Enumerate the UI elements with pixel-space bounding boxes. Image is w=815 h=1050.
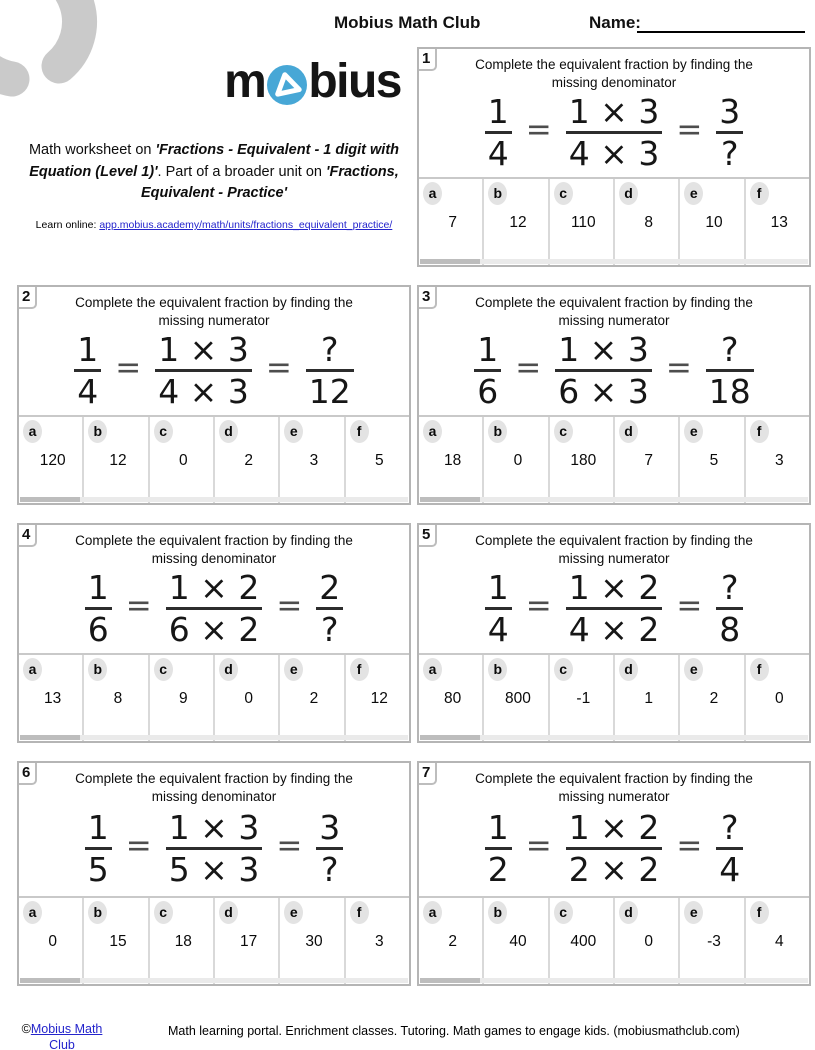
option-letter-badge: a bbox=[423, 901, 442, 924]
name-label: Name: bbox=[589, 13, 641, 32]
answer-options-row bbox=[19, 896, 409, 984]
option-value: 10 bbox=[705, 214, 723, 231]
answer-options-row bbox=[419, 177, 809, 265]
mobius-o-icon bbox=[267, 65, 307, 105]
equals-sign: = bbox=[125, 587, 152, 624]
problem-number-badge: 3 bbox=[419, 287, 437, 309]
option-letter-badge: e bbox=[684, 420, 703, 443]
answer-option-c[interactable] bbox=[550, 898, 615, 984]
worksheet-description bbox=[22, 140, 406, 205]
option-value: 12 bbox=[109, 452, 127, 469]
option-value: 3 bbox=[309, 452, 319, 469]
answer-option-b[interactable] bbox=[484, 179, 549, 265]
option-letter-badge: a bbox=[423, 658, 442, 681]
numerator: 1 bbox=[487, 567, 509, 607]
description-segment: . Part of a broader unit on bbox=[157, 163, 327, 180]
option-letter-badge: f bbox=[350, 658, 369, 681]
option-letter-badge: a bbox=[23, 901, 42, 924]
worksheet-grid bbox=[17, 47, 811, 986]
answer-option-f[interactable] bbox=[746, 179, 809, 265]
option-value: 2 bbox=[309, 690, 319, 707]
option-letter-badge: c bbox=[154, 658, 173, 681]
option-value: 0 bbox=[244, 690, 253, 707]
fraction-expanded bbox=[566, 569, 663, 648]
answer-option-c[interactable] bbox=[150, 898, 215, 984]
option-letter-badge: f bbox=[750, 420, 769, 443]
fraction-expanded bbox=[555, 331, 652, 410]
option-value: 18 bbox=[174, 933, 192, 950]
option-value: 12 bbox=[370, 690, 388, 707]
problem-box-7 bbox=[417, 761, 811, 986]
footer-club-link[interactable]: Mobius Math Club bbox=[30, 1022, 103, 1050]
option-letter-badge: e bbox=[284, 901, 303, 924]
fraction-expanded bbox=[566, 93, 663, 172]
fraction-result bbox=[716, 569, 743, 648]
fraction-result bbox=[306, 331, 354, 410]
answer-option-d[interactable] bbox=[615, 179, 680, 265]
equals-sign: = bbox=[665, 349, 692, 386]
option-letter-badge: f bbox=[350, 420, 369, 443]
option-letter-badge: d bbox=[219, 420, 238, 443]
equation bbox=[419, 567, 809, 653]
equals-sign: = bbox=[525, 587, 552, 624]
option-letter-badge: e bbox=[284, 420, 303, 443]
denominator: 2 bbox=[487, 850, 509, 889]
option-value: 40 bbox=[509, 933, 527, 950]
equation bbox=[419, 329, 809, 415]
option-value: 0 bbox=[644, 933, 653, 950]
denominator: 4 × 2 bbox=[568, 609, 660, 649]
option-letter-badge: b bbox=[488, 182, 507, 205]
denominator: 6 bbox=[87, 609, 109, 649]
option-letter-badge: e bbox=[684, 182, 703, 205]
logo-text-post: bius bbox=[308, 55, 401, 108]
answer-option-c[interactable] bbox=[550, 417, 615, 503]
horizontal-scrollbar bbox=[420, 497, 808, 502]
answer-option-b[interactable] bbox=[84, 655, 149, 741]
horizontal-scrollbar bbox=[20, 735, 408, 740]
copyright-symbol: © bbox=[21, 1022, 31, 1036]
description-segment: Math worksheet on bbox=[28, 142, 156, 158]
answer-option-e[interactable] bbox=[280, 898, 345, 984]
option-value: 80 bbox=[444, 690, 462, 707]
option-value: 2 bbox=[448, 933, 457, 950]
prompt-line2: missing numerator bbox=[558, 550, 670, 566]
learn-online-line bbox=[17, 219, 411, 231]
equation bbox=[419, 91, 809, 177]
denominator: 4 bbox=[77, 371, 99, 411]
problem-number-badge: 7 bbox=[419, 763, 437, 785]
learn-online-label: Learn online: bbox=[35, 219, 97, 231]
numerator: 1 × 2 bbox=[568, 808, 660, 847]
numerator: 3 bbox=[319, 808, 341, 847]
equals-sign: = bbox=[276, 828, 303, 864]
prompt-line1: Complete the equivalent fraction by finding the bbox=[475, 57, 753, 72]
numerator: 1 × 2 bbox=[568, 567, 660, 607]
option-value: 4 bbox=[774, 933, 784, 950]
numerator: 1 × 3 bbox=[568, 91, 660, 131]
horizontal-scrollbar bbox=[20, 978, 408, 983]
equals-sign: = bbox=[125, 828, 152, 864]
prompt-line2: missing denominator bbox=[151, 788, 277, 804]
option-value: 8 bbox=[644, 214, 653, 231]
numerator: 1 bbox=[477, 329, 499, 369]
answer-options-row bbox=[19, 415, 409, 503]
numerator: ? bbox=[721, 808, 739, 847]
problem-prompt bbox=[419, 56, 809, 91]
denominator: 18 bbox=[708, 371, 751, 411]
option-value: 7 bbox=[448, 214, 457, 231]
option-value: 400 bbox=[570, 933, 597, 950]
prompt-line2: missing denominator bbox=[551, 74, 677, 90]
answer-option-d[interactable] bbox=[615, 655, 680, 741]
page-title: Mobius Math Club bbox=[334, 13, 481, 32]
prompt-line2: missing numerator bbox=[558, 788, 670, 804]
answer-option-f[interactable] bbox=[746, 898, 809, 984]
problem-prompt bbox=[419, 770, 809, 805]
option-value: 5 bbox=[374, 452, 384, 469]
fraction-original bbox=[485, 569, 512, 648]
horizontal-scrollbar bbox=[20, 497, 408, 502]
answer-option-d[interactable] bbox=[215, 417, 280, 503]
learn-online-link[interactable]: app.mobius.academy/math/units/fractions_equivalent_practice/ bbox=[99, 219, 393, 231]
equals-sign: = bbox=[676, 111, 703, 148]
answer-option-c[interactable] bbox=[150, 655, 215, 741]
denominator: 4 × 3 bbox=[568, 133, 660, 173]
option-value: 8 bbox=[113, 690, 123, 707]
numerator: ? bbox=[321, 329, 339, 369]
problem-number-badge: 4 bbox=[19, 525, 37, 547]
prompt-line2: missing numerator bbox=[558, 312, 670, 328]
prompt-line1: Complete the equivalent fraction by finding the bbox=[75, 295, 353, 310]
option-letter-badge: a bbox=[423, 420, 442, 443]
numerator: ? bbox=[721, 329, 739, 369]
problem-box-5 bbox=[417, 523, 811, 743]
option-value: 120 bbox=[39, 452, 66, 469]
problem-box-4 bbox=[17, 523, 411, 743]
option-letter-badge: f bbox=[350, 901, 369, 924]
answer-option-f[interactable] bbox=[346, 417, 409, 503]
option-letter-badge: d bbox=[219, 658, 238, 681]
option-letter-badge: c bbox=[554, 901, 573, 924]
option-value: 2 bbox=[709, 690, 719, 707]
prompt-line1: Complete the equivalent fraction by finding the bbox=[475, 771, 753, 786]
option-letter-badge: e bbox=[684, 658, 703, 681]
horizontal-scrollbar bbox=[420, 978, 808, 983]
option-letter-badge: a bbox=[23, 658, 42, 681]
option-letter-badge: c bbox=[554, 420, 573, 443]
answer-options-row bbox=[419, 896, 809, 984]
option-value: 18 bbox=[444, 452, 462, 469]
answer-option-b[interactable] bbox=[484, 417, 549, 503]
unit-name: 'Fractions, Equivalent - Practice' bbox=[140, 163, 399, 201]
numerator: 1 × 2 bbox=[168, 567, 260, 607]
denominator: ? bbox=[721, 133, 739, 173]
answer-option-c[interactable] bbox=[150, 417, 215, 503]
fraction-result bbox=[716, 809, 743, 888]
answer-option-a[interactable] bbox=[19, 417, 84, 503]
option-value: 0 bbox=[179, 452, 188, 469]
answer-option-e[interactable] bbox=[680, 655, 745, 741]
option-value: 12 bbox=[509, 214, 527, 231]
answer-option-d[interactable] bbox=[615, 417, 680, 503]
answer-option-a[interactable] bbox=[19, 655, 84, 741]
numerator: 1 bbox=[487, 808, 509, 847]
fraction-result bbox=[316, 809, 343, 888]
option-letter-badge: e bbox=[284, 658, 303, 681]
answer-options-row bbox=[19, 653, 409, 741]
fraction-result bbox=[706, 331, 754, 410]
problem-box-3 bbox=[417, 285, 811, 505]
equals-sign: = bbox=[525, 111, 552, 148]
fraction-original bbox=[474, 331, 501, 410]
scrollbar-thumb[interactable] bbox=[20, 497, 80, 502]
answer-options-row bbox=[419, 415, 809, 503]
option-letter-badge: c bbox=[154, 420, 173, 443]
option-value: -1 bbox=[576, 690, 591, 707]
fraction-original bbox=[85, 569, 112, 648]
problem-number-badge: 1 bbox=[419, 49, 437, 71]
problem-number-badge: 5 bbox=[419, 525, 437, 547]
option-letter-badge: f bbox=[750, 901, 769, 924]
denominator: 4 bbox=[487, 133, 509, 173]
fraction-original bbox=[485, 809, 512, 888]
answer-option-e[interactable] bbox=[680, 417, 745, 503]
option-value: 5 bbox=[709, 452, 719, 469]
option-letter-badge: e bbox=[684, 901, 703, 924]
denominator: 8 bbox=[719, 609, 741, 649]
scrollbar-thumb[interactable] bbox=[420, 259, 480, 264]
fraction-result bbox=[316, 569, 343, 648]
answer-option-a[interactable] bbox=[419, 179, 484, 265]
scrollbar-thumb[interactable] bbox=[420, 978, 480, 983]
option-letter-badge: d bbox=[619, 420, 638, 443]
answer-option-a[interactable] bbox=[19, 898, 84, 984]
answer-option-e[interactable] bbox=[680, 179, 745, 265]
prompt-line2: missing denominator bbox=[151, 550, 277, 566]
denominator: 2 × 2 bbox=[568, 850, 660, 889]
fraction-original bbox=[85, 809, 112, 888]
denominator: 6 × 3 bbox=[558, 371, 649, 411]
numerator: 1 × 3 bbox=[158, 329, 249, 369]
answer-option-e[interactable] bbox=[280, 417, 345, 503]
fraction-result bbox=[716, 93, 743, 172]
problem-number-badge: 2 bbox=[19, 287, 37, 309]
name-blank-line bbox=[637, 14, 805, 33]
numerator: 1 bbox=[87, 567, 109, 607]
equation bbox=[419, 805, 809, 896]
numerator: 2 bbox=[319, 567, 341, 607]
option-value: 15 bbox=[109, 933, 127, 950]
denominator: 12 bbox=[308, 371, 351, 411]
option-letter-badge: b bbox=[488, 420, 507, 443]
footer-tagline: Math learning portal. Enrichment classes. Tutoring. Math games to engage kids. (mobiusmathclub.com) bbox=[168, 1024, 740, 1038]
answer-option-b[interactable] bbox=[84, 417, 149, 503]
scrollbar-thumb[interactable] bbox=[420, 735, 480, 740]
denominator: 5 × 3 bbox=[168, 850, 260, 889]
scrollbar-thumb[interactable] bbox=[20, 735, 80, 740]
problem-box-2 bbox=[17, 285, 411, 505]
answer-option-d[interactable] bbox=[615, 898, 680, 984]
answer-option-f[interactable] bbox=[746, 417, 809, 503]
option-value: 0 bbox=[48, 933, 57, 950]
numerator: 1 bbox=[77, 329, 99, 369]
equals-sign: = bbox=[525, 828, 552, 864]
worksheet-topic: 'Fractions - Equivalent - 1 digit with Equation (Level 1)' bbox=[29, 142, 400, 180]
option-letter-badge: c bbox=[554, 182, 573, 205]
numerator: 1 bbox=[487, 91, 509, 131]
answer-options-row bbox=[419, 653, 809, 741]
option-letter-badge: b bbox=[88, 901, 107, 924]
fraction-expanded bbox=[566, 809, 663, 888]
scrollbar-thumb[interactable] bbox=[20, 978, 80, 983]
option-value: 13 bbox=[770, 214, 788, 231]
option-value: 7 bbox=[644, 452, 653, 469]
answer-option-f[interactable] bbox=[346, 898, 409, 984]
prompt-line1: Complete the equivalent fraction by finding the bbox=[75, 533, 353, 548]
denominator: 6 × 2 bbox=[168, 609, 260, 649]
option-value: 1 bbox=[644, 690, 653, 707]
option-letter-badge: b bbox=[488, 658, 507, 681]
option-letter-badge: d bbox=[619, 901, 638, 924]
problem-prompt bbox=[19, 770, 409, 805]
denominator: ? bbox=[321, 850, 339, 889]
mobius-logo bbox=[224, 54, 401, 109]
equation bbox=[19, 329, 409, 415]
denominator: ? bbox=[321, 609, 339, 649]
answer-option-e[interactable] bbox=[280, 655, 345, 741]
option-letter-badge: d bbox=[619, 658, 638, 681]
equals-sign: = bbox=[515, 349, 542, 386]
option-letter-badge: f bbox=[750, 182, 769, 205]
option-letter-badge: a bbox=[23, 420, 42, 443]
fraction-expanded bbox=[166, 809, 263, 888]
equals-sign: = bbox=[276, 587, 303, 624]
problem-box-6 bbox=[17, 761, 411, 986]
option-letter-badge: d bbox=[619, 182, 638, 205]
denominator: 6 bbox=[477, 371, 499, 411]
option-letter-badge: c bbox=[154, 901, 173, 924]
prompt-line1: Complete the equivalent fraction by finding the bbox=[475, 533, 753, 548]
numerator: 1 × 3 bbox=[168, 808, 260, 847]
problem-prompt bbox=[419, 532, 809, 567]
answer-option-c[interactable] bbox=[550, 179, 615, 265]
horizontal-scrollbar bbox=[420, 735, 808, 740]
scrollbar-thumb[interactable] bbox=[420, 497, 480, 502]
option-value: 110 bbox=[570, 214, 596, 231]
prompt-line1: Complete the equivalent fraction by finding the bbox=[475, 295, 753, 310]
option-value: 3 bbox=[774, 452, 784, 469]
answer-option-e[interactable] bbox=[680, 898, 745, 984]
prompt-line2: missing numerator bbox=[158, 312, 270, 328]
prompt-line1: Complete the equivalent fraction by finding the bbox=[75, 771, 353, 786]
option-value: 0 bbox=[513, 452, 523, 469]
equals-sign: = bbox=[115, 349, 142, 386]
option-value: 0 bbox=[774, 690, 784, 707]
fraction-expanded bbox=[166, 569, 263, 648]
option-letter-badge: b bbox=[88, 658, 107, 681]
denominator: 5 bbox=[87, 850, 109, 889]
fraction-original bbox=[485, 93, 512, 172]
equals-sign: = bbox=[676, 587, 703, 624]
fraction-original bbox=[74, 331, 101, 410]
option-value: 180 bbox=[570, 452, 597, 469]
option-value: 9 bbox=[179, 690, 188, 707]
problem-prompt bbox=[419, 294, 809, 329]
denominator: 4 bbox=[487, 609, 509, 649]
answer-option-d[interactable] bbox=[215, 655, 280, 741]
option-value: -3 bbox=[707, 933, 721, 950]
option-letter-badge: f bbox=[750, 658, 769, 681]
answer-option-a[interactable] bbox=[419, 417, 484, 503]
problem-number-badge: 6 bbox=[19, 763, 37, 785]
footer-copyright bbox=[12, 1021, 112, 1050]
logo-text-pre: m bbox=[224, 55, 266, 108]
denominator: 4 bbox=[719, 850, 741, 889]
answer-option-b[interactable] bbox=[484, 898, 549, 984]
option-letter-badge: b bbox=[488, 901, 507, 924]
horizontal-scrollbar bbox=[420, 259, 808, 264]
option-letter-badge: d bbox=[219, 901, 238, 924]
answer-option-b[interactable] bbox=[484, 655, 549, 741]
intro-cell bbox=[17, 47, 411, 267]
answer-option-b[interactable] bbox=[84, 898, 149, 984]
option-value: 13 bbox=[44, 690, 62, 707]
option-value: 800 bbox=[505, 690, 531, 707]
equation bbox=[19, 567, 409, 653]
fraction-expanded bbox=[155, 331, 252, 410]
answer-option-a[interactable] bbox=[419, 655, 484, 741]
equation bbox=[19, 805, 409, 896]
problem-box-1 bbox=[417, 47, 811, 267]
answer-option-f[interactable] bbox=[346, 655, 409, 741]
option-value: 30 bbox=[305, 933, 323, 950]
denominator: 4 × 3 bbox=[158, 371, 249, 411]
equals-sign: = bbox=[265, 349, 292, 386]
numerator: 3 bbox=[719, 91, 741, 131]
answer-option-f[interactable] bbox=[746, 655, 809, 741]
problem-prompt bbox=[19, 532, 409, 567]
numerator: 1 bbox=[87, 808, 109, 847]
numerator: ? bbox=[721, 567, 739, 607]
option-value: 17 bbox=[240, 933, 258, 950]
numerator: 1 × 3 bbox=[558, 329, 649, 369]
problem-prompt bbox=[19, 294, 409, 329]
answer-option-d[interactable] bbox=[215, 898, 280, 984]
option-letter-badge: c bbox=[554, 658, 573, 681]
option-letter-badge: a bbox=[423, 182, 442, 205]
answer-option-c[interactable] bbox=[550, 655, 615, 741]
option-value: 2 bbox=[244, 452, 253, 469]
option-value: 3 bbox=[374, 933, 384, 950]
option-letter-badge: b bbox=[88, 420, 107, 443]
equals-sign: = bbox=[676, 828, 703, 864]
answer-option-a[interactable] bbox=[419, 898, 484, 984]
